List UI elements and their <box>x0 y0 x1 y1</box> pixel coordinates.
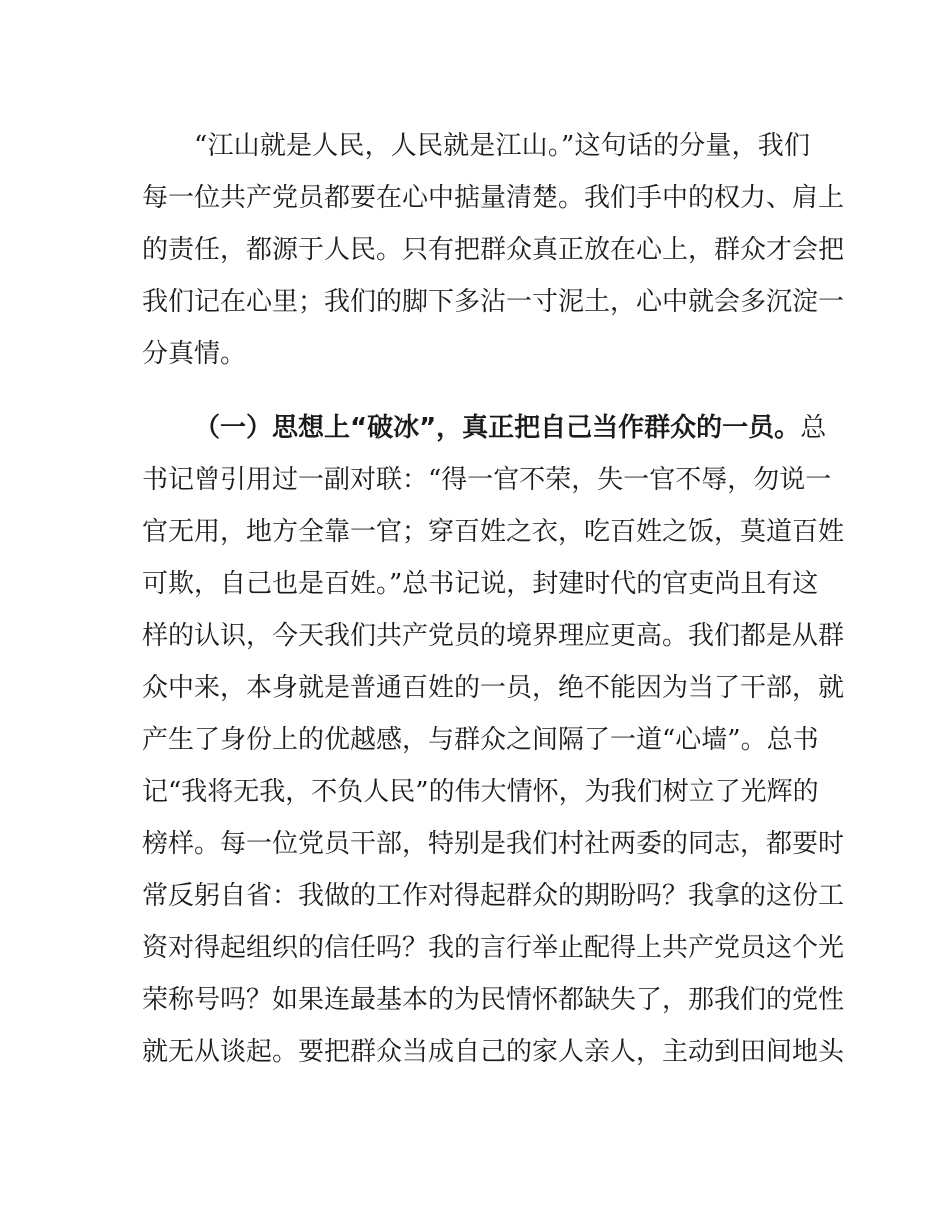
paragraph-line: 众中来，本身就是普通百姓的一员，绝不能因为当了干部，就 <box>142 673 845 703</box>
paragraph-line: 就无从谈起。要把群众当成自己的家人亲人，主动到田间地头 <box>142 1037 845 1067</box>
paragraph-line: 可欺，自己也是百姓。”总书记说，封建时代的官吏尚且有这 <box>142 569 819 599</box>
paragraph-line: 记“我将无我，不负人民”的伟大情怀，为我们树立了光辉的 <box>142 777 819 807</box>
paragraph-line: 分真情。 <box>142 339 247 369</box>
paragraph-line: 荣称号吗？如果连最基本的为民情怀都缺失了，那我们的党性 <box>142 985 845 1015</box>
paragraph-line: 产生了身份上的优越感，与群众之间隔了一道“心墙”。总书 <box>142 725 819 755</box>
paragraph-2 <box>142 402 845 1078</box>
document-body <box>142 120 845 1078</box>
paragraph-line: “江山就是人民，人民就是江山。”这句话的分量，我们 <box>194 131 810 161</box>
paragraph-spacer <box>142 380 810 402</box>
paragraph-line: 资对得起组织的信任吗？我的言行举止配得上共产党员这个光 <box>142 933 845 963</box>
paragraph-first-line <box>142 402 827 454</box>
paragraph-line: 的责任，都源于人民。只有把群众真正放在心上，群众才会把 <box>142 235 845 265</box>
paragraph-line: 官无用，地方全靠一官；穿百姓之衣，吃百姓之饭，莫道百姓 <box>142 517 845 547</box>
paragraph-1 <box>142 120 845 380</box>
section-heading: （一）思想上“破冰”，真正把自己当作群众的一员。 <box>194 413 801 443</box>
paragraph-line: 榜样。每一位党员干部，特别是我们村社两委的同志，都要时 <box>142 829 845 859</box>
paragraph-line: 我们记在心里；我们的脚下多沾一寸泥土，心中就会多沉淀一 <box>142 287 845 317</box>
paragraph-line: 常反躬自省：我做的工作对得起群众的期盼吗？我拿的这份工 <box>142 881 845 911</box>
paragraph-line: 每一位共产党员都要在心中掂量清楚。我们手中的权力、肩上 <box>142 183 845 213</box>
heading-continuation: 总 <box>800 413 827 443</box>
paragraph-line: 书记曾引用过一副对联：“得一官不荣，失一官不辱，勿说一 <box>142 465 832 495</box>
paragraph-line: 样的认识，今天我们共产党员的境界理应更高。我们都是从群 <box>142 621 845 651</box>
